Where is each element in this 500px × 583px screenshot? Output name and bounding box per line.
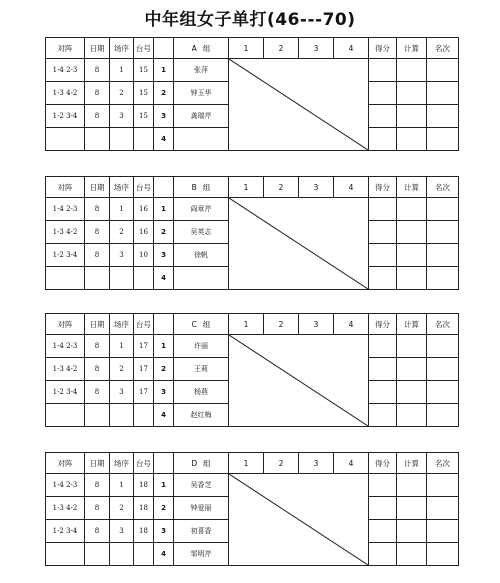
order-cell: 1 — [110, 198, 134, 221]
matchup-cell — [46, 128, 85, 151]
header-col-2: 2 — [264, 38, 299, 59]
table-no-cell: 18 — [134, 520, 154, 543]
matchup-cell: 1-2 3-4 — [46, 105, 85, 128]
calc-cell — [397, 244, 427, 267]
diagonal-line — [229, 59, 368, 150]
position-cell: 4 — [154, 404, 174, 427]
header-date: 日期 — [85, 453, 110, 474]
calc-cell — [397, 82, 427, 105]
order-cell: 1 — [110, 335, 134, 358]
table-no-cell — [134, 267, 154, 290]
player-name-cell: 吴香芝 — [174, 474, 229, 497]
order-cell: 2 — [110, 358, 134, 381]
position-cell: 4 — [154, 128, 174, 151]
rank-cell — [427, 497, 459, 520]
diagonal-line — [229, 198, 368, 289]
points-cell — [369, 105, 397, 128]
date-cell: 8 — [85, 198, 110, 221]
matchup-cell — [46, 404, 85, 427]
group-table-a — [45, 37, 459, 151]
points-cell — [369, 520, 397, 543]
order-cell — [110, 404, 134, 427]
player-row — [46, 474, 459, 497]
player-name-cell — [174, 267, 229, 290]
date-cell — [85, 543, 110, 566]
header-rank: 名次 — [427, 38, 459, 59]
header-col-1: 1 — [229, 177, 264, 198]
table-no-cell — [134, 128, 154, 151]
player-name-cell: 徐帆 — [174, 244, 229, 267]
header-rank: 名次 — [427, 453, 459, 474]
calc-cell — [397, 497, 427, 520]
matchup-cell: 1-2 3-4 — [46, 520, 85, 543]
rank-cell — [427, 335, 459, 358]
position-cell: 1 — [154, 59, 174, 82]
order-cell: 3 — [110, 244, 134, 267]
table-no-cell: 18 — [134, 474, 154, 497]
position-cell: 3 — [154, 105, 174, 128]
header-col-1: 1 — [229, 38, 264, 59]
header-table-no: 台号 — [134, 314, 154, 335]
header-col-3: 3 — [299, 177, 334, 198]
header-matchup: 对阵 — [46, 38, 85, 59]
rank-cell — [427, 59, 459, 82]
points-cell — [369, 335, 397, 358]
date-cell: 8 — [85, 497, 110, 520]
header-table-no: 台号 — [134, 453, 154, 474]
rank-cell — [427, 221, 459, 244]
header-date: 日期 — [85, 38, 110, 59]
group-suffix: 组 — [202, 43, 211, 53]
calc-cell — [397, 474, 427, 497]
points-cell — [369, 381, 397, 404]
header-points: 得分 — [369, 177, 397, 198]
header-blank — [154, 177, 174, 198]
date-cell: 8 — [85, 381, 110, 404]
header-row — [46, 177, 459, 198]
group-letter: A — [191, 43, 197, 53]
group-table-b — [45, 176, 459, 290]
score-grid-diagonal — [229, 59, 369, 151]
diagonal-line — [229, 474, 368, 565]
rank-cell — [427, 520, 459, 543]
header-calc: 计算 — [397, 38, 427, 59]
header-row — [46, 314, 459, 335]
position-cell: 2 — [154, 497, 174, 520]
header-col-4: 4 — [334, 38, 369, 59]
header-col-3: 3 — [299, 38, 334, 59]
rank-cell — [427, 82, 459, 105]
table-no-cell: 15 — [134, 105, 154, 128]
player-row — [46, 198, 459, 221]
header-col-4: 4 — [334, 453, 369, 474]
player-name-cell: 王莉 — [174, 358, 229, 381]
order-cell: 2 — [110, 82, 134, 105]
header-rank: 名次 — [427, 314, 459, 335]
header-points: 得分 — [369, 38, 397, 59]
header-calc: 计算 — [397, 314, 427, 335]
score-grid-diagonal — [229, 198, 369, 290]
matchup-cell: 1-4 2-3 — [46, 59, 85, 82]
header-order: 场序 — [110, 38, 134, 59]
table-no-cell: 15 — [134, 82, 154, 105]
calc-cell — [397, 381, 427, 404]
position-cell: 1 — [154, 474, 174, 497]
date-cell — [85, 128, 110, 151]
rank-cell — [427, 381, 459, 404]
date-cell: 8 — [85, 82, 110, 105]
header-blank — [154, 453, 174, 474]
rank-cell — [427, 358, 459, 381]
rank-cell — [427, 404, 459, 427]
matchup-cell: 1-3 4-2 — [46, 358, 85, 381]
group-letter: D — [191, 458, 198, 468]
table-no-cell: 17 — [134, 358, 154, 381]
date-cell: 8 — [85, 59, 110, 82]
calc-cell — [397, 105, 427, 128]
rank-cell — [427, 105, 459, 128]
header-matchup: 对阵 — [46, 314, 85, 335]
points-cell — [369, 358, 397, 381]
matchup-cell: 1-3 4-2 — [46, 82, 85, 105]
date-cell — [85, 404, 110, 427]
header-col-2: 2 — [264, 177, 299, 198]
header-col-1: 1 — [229, 314, 264, 335]
header-group-label — [174, 177, 229, 198]
table-no-cell: 15 — [134, 59, 154, 82]
table-no-cell — [134, 543, 154, 566]
date-cell: 8 — [85, 335, 110, 358]
player-row — [46, 335, 459, 358]
rank-cell — [427, 267, 459, 290]
rank-cell — [427, 474, 459, 497]
position-cell: 3 — [154, 381, 174, 404]
header-order: 场序 — [110, 314, 134, 335]
points-cell — [369, 128, 397, 151]
document-title: 中年组女子单打(46---70) — [144, 10, 356, 30]
header-col-3: 3 — [299, 314, 334, 335]
matchup-cell: 1-4 2-3 — [46, 474, 85, 497]
position-cell: 2 — [154, 358, 174, 381]
table-no-cell: 16 — [134, 221, 154, 244]
header-date: 日期 — [85, 177, 110, 198]
group-table-c — [45, 313, 459, 427]
order-cell: 3 — [110, 381, 134, 404]
position-cell: 3 — [154, 244, 174, 267]
rank-cell — [427, 543, 459, 566]
position-cell: 1 — [154, 335, 174, 358]
header-calc: 计算 — [397, 177, 427, 198]
player-name-cell: 初喜香 — [174, 520, 229, 543]
order-cell: 2 — [110, 221, 134, 244]
order-cell — [110, 543, 134, 566]
matchup-cell: 1-2 3-4 — [46, 381, 85, 404]
header-table-no: 台号 — [134, 38, 154, 59]
player-name-cell: 钟玉华 — [174, 82, 229, 105]
calc-cell — [397, 221, 427, 244]
player-name-cell: 钟爱丽 — [174, 497, 229, 520]
rank-cell — [427, 198, 459, 221]
points-cell — [369, 198, 397, 221]
header-order: 场序 — [110, 177, 134, 198]
matchup-cell — [46, 543, 85, 566]
score-grid-diagonal — [229, 335, 369, 427]
header-group-label — [174, 453, 229, 474]
date-cell: 8 — [85, 105, 110, 128]
order-cell: 1 — [110, 59, 134, 82]
matchup-cell — [46, 267, 85, 290]
player-name-cell: 吴英志 — [174, 221, 229, 244]
points-cell — [369, 59, 397, 82]
group-suffix: 组 — [202, 319, 211, 329]
player-name-cell — [174, 128, 229, 151]
order-cell: 3 — [110, 105, 134, 128]
player-row — [46, 59, 459, 82]
player-name-cell: 邹明芹 — [174, 543, 229, 566]
player-name-cell: 龚瑞芹 — [174, 105, 229, 128]
player-name-cell: 杨燕 — [174, 381, 229, 404]
position-cell: 3 — [154, 520, 174, 543]
points-cell — [369, 543, 397, 566]
table-no-cell: 17 — [134, 335, 154, 358]
header-row — [46, 38, 459, 59]
matchup-cell: 1-3 4-2 — [46, 221, 85, 244]
header-col-1: 1 — [229, 453, 264, 474]
group-letter: C — [191, 319, 197, 329]
position-cell: 2 — [154, 82, 174, 105]
group-suffix: 组 — [202, 182, 211, 192]
header-table-no: 台号 — [134, 177, 154, 198]
table-no-cell: 18 — [134, 497, 154, 520]
position-cell: 1 — [154, 198, 174, 221]
calc-cell — [397, 543, 427, 566]
header-col-4: 4 — [334, 177, 369, 198]
points-cell — [369, 474, 397, 497]
group-letter: B — [191, 182, 197, 192]
player-name-cell: 张萍 — [174, 59, 229, 82]
header-date: 日期 — [85, 314, 110, 335]
header-order: 场序 — [110, 453, 134, 474]
header-blank — [154, 38, 174, 59]
header-row — [46, 453, 459, 474]
points-cell — [369, 497, 397, 520]
header-points: 得分 — [369, 314, 397, 335]
header-blank — [154, 314, 174, 335]
score-grid-diagonal — [229, 474, 369, 566]
header-col-2: 2 — [264, 453, 299, 474]
points-cell — [369, 244, 397, 267]
calc-cell — [397, 358, 427, 381]
position-cell: 4 — [154, 543, 174, 566]
date-cell: 8 — [85, 221, 110, 244]
rank-cell — [427, 128, 459, 151]
matchup-cell: 1-4 2-3 — [46, 335, 85, 358]
player-name-cell: 阎章芹 — [174, 198, 229, 221]
calc-cell — [397, 335, 427, 358]
points-cell — [369, 404, 397, 427]
table-no-cell: 10 — [134, 244, 154, 267]
calc-cell — [397, 267, 427, 290]
points-cell — [369, 82, 397, 105]
order-cell: 1 — [110, 474, 134, 497]
calc-cell — [397, 198, 427, 221]
date-cell: 8 — [85, 520, 110, 543]
order-cell: 2 — [110, 497, 134, 520]
header-matchup: 对阵 — [46, 177, 85, 198]
player-name-cell: 许丽 — [174, 335, 229, 358]
order-cell: 3 — [110, 520, 134, 543]
diagonal-line — [229, 335, 368, 426]
date-cell — [85, 267, 110, 290]
header-col-2: 2 — [264, 314, 299, 335]
header-rank: 名次 — [427, 177, 459, 198]
header-matchup: 对阵 — [46, 453, 85, 474]
rank-cell — [427, 244, 459, 267]
player-name-cell: 赵红梅 — [174, 404, 229, 427]
table-no-cell: 17 — [134, 381, 154, 404]
calc-cell — [397, 520, 427, 543]
matchup-cell: 1-4 2-3 — [46, 198, 85, 221]
calc-cell — [397, 404, 427, 427]
date-cell: 8 — [85, 474, 110, 497]
position-cell: 4 — [154, 267, 174, 290]
table-no-cell — [134, 404, 154, 427]
matchup-cell: 1-2 3-4 — [46, 244, 85, 267]
calc-cell — [397, 128, 427, 151]
points-cell — [369, 221, 397, 244]
group-table-d — [45, 452, 459, 566]
date-cell: 8 — [85, 244, 110, 267]
order-cell — [110, 128, 134, 151]
header-calc: 计算 — [397, 453, 427, 474]
header-points: 得分 — [369, 453, 397, 474]
date-cell: 8 — [85, 358, 110, 381]
calc-cell — [397, 59, 427, 82]
header-group-label — [174, 38, 229, 59]
group-suffix: 组 — [203, 458, 211, 468]
header-col-3: 3 — [299, 453, 334, 474]
header-col-4: 4 — [334, 314, 369, 335]
table-no-cell: 16 — [134, 198, 154, 221]
points-cell — [369, 267, 397, 290]
order-cell — [110, 267, 134, 290]
matchup-cell: 1-3 4-2 — [46, 497, 85, 520]
header-group-label — [174, 314, 229, 335]
position-cell: 2 — [154, 221, 174, 244]
